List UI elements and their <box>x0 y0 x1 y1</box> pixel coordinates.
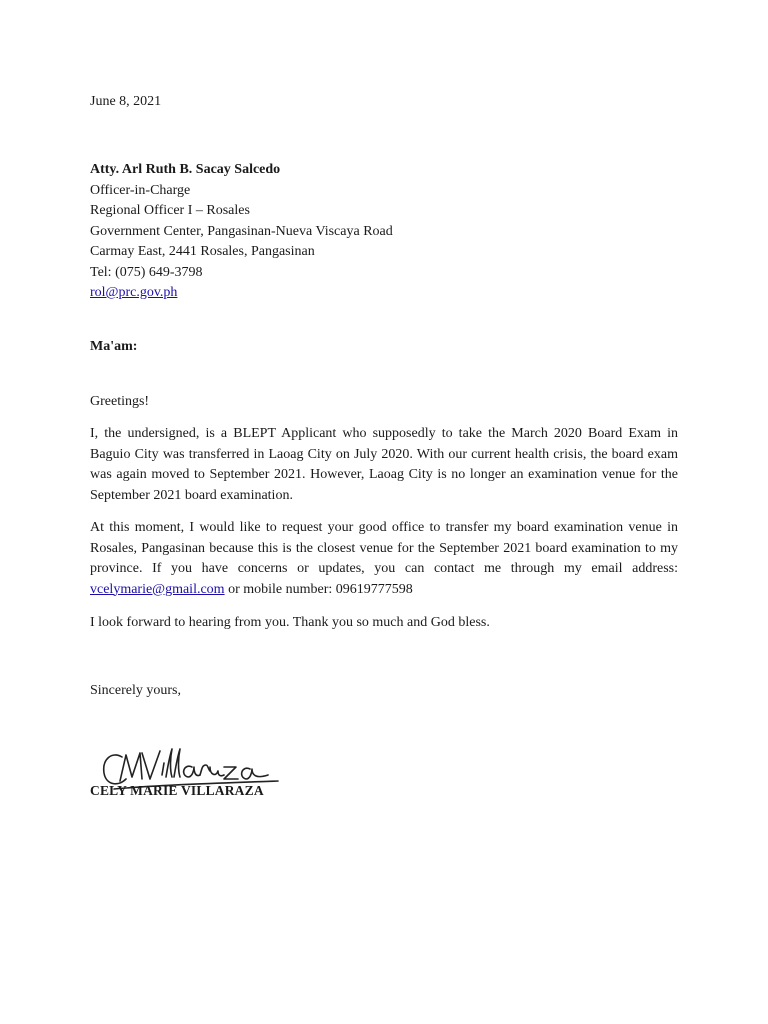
recipient-title: Officer-in-Charge <box>90 182 191 198</box>
signatory-name: CELY MARIE VILLARAZA <box>90 783 264 798</box>
recipient-email-link[interactable]: rol@prc.gov.ph <box>90 285 178 300</box>
recipient-name: Atty. Arl Ruth B. Sacay Salcedo <box>90 162 281 177</box>
recipient-tel: Tel: (075) 649-3798 <box>90 264 203 280</box>
body-paragraph-2 <box>90 518 678 600</box>
closing: Sincerely yours, <box>90 683 181 698</box>
recipient-office: Regional Officer I – Rosales <box>90 203 250 218</box>
body-paragraph-1: I, the undersigned, is a BLEPT Applicant who supposedly to take the March 2020 Board Exam in Baguio City was transferred in Laoag City on July 2020. With our current health crisis, the board exam was again moved to September 2021. However, Laoag City is no longer an examination venue for the September 2021 board examination. <box>90 426 678 503</box>
recipient-address-line1: Government Center, Pangasinan-Nueva Viscaya Road <box>90 223 393 239</box>
paragraph-2-tail: or mobile number: 09619777598 <box>224 581 413 597</box>
body-paragraph-3: I look forward to hearing from you. Thank you so much and God bless. <box>90 615 490 630</box>
paragraph-2-text: At this moment, I would like to request your good office to transfer my board examination venue in Rosales, Pangasinan because this is the closest venue for the September 2021 board examination to my province. If you have concerns or updates, you can contact me through my email address: <box>90 520 678 576</box>
sender-email-link[interactable]: vcelymarie@gmail.com <box>90 581 225 597</box>
recipient-address-line2: Carmay East, 2441 Rosales, Pangasinan <box>90 244 315 259</box>
greeting: Greetings! <box>90 394 150 409</box>
letter-date: June 8, 2021 <box>90 94 162 109</box>
salutation: Ma'am: <box>90 339 138 354</box>
